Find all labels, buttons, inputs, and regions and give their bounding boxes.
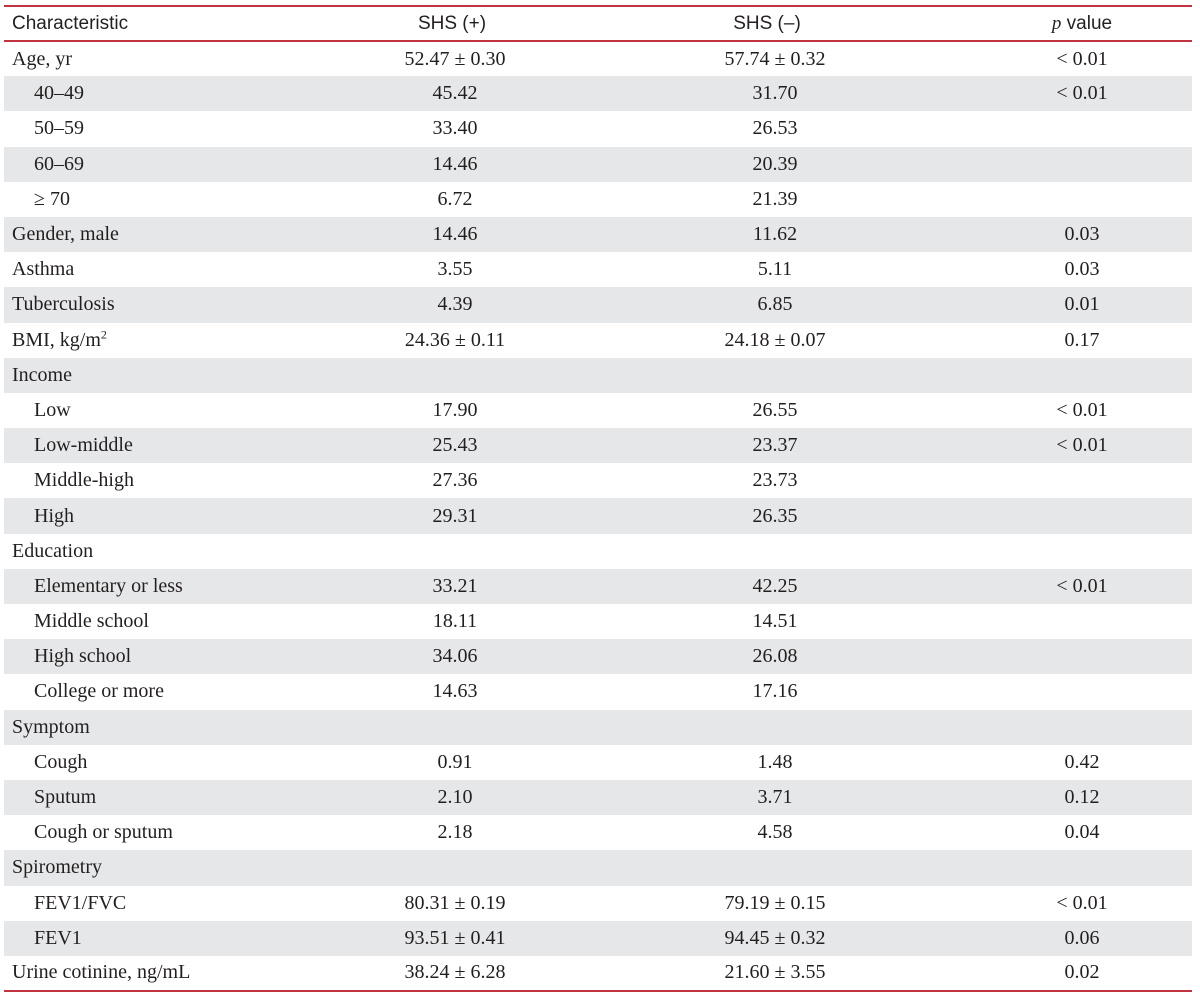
row-p-value: [932, 534, 1192, 569]
row-label: Asthma: [12, 258, 75, 281]
header-p-rest: value: [1061, 12, 1113, 34]
row-p-value: < 0.01: [1056, 82, 1108, 105]
row-characteristic: [4, 287, 302, 322]
row-shs-negative-value: 24.18 ± 0.07: [724, 328, 826, 351]
table-row: [4, 921, 1192, 956]
table-row: [4, 323, 1192, 358]
table-row: [4, 815, 1192, 850]
row-label: Low: [34, 398, 71, 421]
row-label: High: [34, 504, 74, 527]
row-characteristic: [4, 182, 302, 217]
row-shs-negative-value: 26.08: [752, 645, 798, 668]
row-shs-negative-value: 3.71: [757, 786, 793, 809]
row-label: FEV1: [34, 926, 82, 949]
row-shs-positive-value: 80.31 ± 0.19: [404, 891, 506, 914]
row-p-value: [932, 182, 1192, 217]
row-p-value: [932, 463, 1192, 498]
table-row: [4, 41, 1192, 76]
row-p-value: 0.02: [932, 956, 1192, 991]
row-label: Middle school: [34, 610, 149, 633]
row-shs-positive-value: 29.31: [432, 504, 478, 527]
table-row: [4, 111, 1192, 146]
table-row: [4, 463, 1192, 498]
row-p-value: < 0.01: [1056, 434, 1108, 457]
row-shs-negative-value: [602, 850, 932, 885]
row-label: Age, yr: [12, 47, 72, 70]
row-shs-negative-value: 6.85: [757, 293, 793, 316]
row-shs-negative-value: 23.73: [752, 469, 798, 492]
row-characteristic: [4, 569, 302, 604]
row-shs-positive-value: 6.72: [437, 187, 473, 210]
row-label: Low-middle: [34, 434, 133, 457]
row-p-value: 0.12: [1064, 786, 1100, 809]
row-p-value: 0.03: [1064, 258, 1100, 281]
row-p-value: < 0.01: [1056, 574, 1108, 597]
row-shs-positive-value: 34.06: [432, 645, 478, 668]
table-row: [4, 498, 1192, 533]
row-shs-negative-value: 21.60 ± 3.55: [602, 956, 932, 991]
row-characteristic: [4, 921, 302, 956]
row-shs-negative-value: 31.70: [752, 82, 798, 105]
row-p-value: < 0.01: [1056, 398, 1108, 421]
row-characteristic: [4, 428, 302, 463]
row-shs-negative-value: [602, 534, 932, 569]
row-shs-positive-value: 4.39: [437, 293, 473, 316]
row-characteristic: [4, 674, 302, 709]
table-row: [4, 569, 1192, 604]
row-shs-positive-value: [302, 534, 602, 569]
row-characteristic: [4, 76, 302, 111]
row-shs-positive-value: [302, 710, 602, 745]
row-characteristic: [4, 850, 302, 885]
table-row: [4, 639, 1192, 674]
row-shs-negative-value: 17.16: [752, 680, 798, 703]
row-p-value: [932, 498, 1192, 533]
table-row: [4, 428, 1192, 463]
row-shs-positive-value: 24.36 ± 0.11: [404, 328, 506, 351]
row-p-value: < 0.01: [1056, 891, 1108, 914]
row-characteristic: [4, 534, 302, 569]
row-label: College or more: [34, 680, 164, 703]
row-label: FEV1/FVC: [34, 891, 127, 914]
row-shs-negative-value: 4.58: [757, 821, 793, 844]
row-label: Spirometry: [12, 856, 102, 879]
table-body: [4, 41, 1192, 991]
row-shs-positive-value: 14.46: [432, 152, 478, 175]
row-shs-positive-value: [302, 850, 602, 885]
row-label: Education: [12, 539, 94, 562]
row-p-value: 0.03: [1064, 223, 1100, 246]
header-p-value: [932, 6, 1192, 41]
row-characteristic: [4, 463, 302, 498]
row-characteristic: [4, 498, 302, 533]
table-row: [4, 182, 1192, 217]
row-p-value: 0.01: [1064, 293, 1100, 316]
row-shs-negative-value: 14.51: [752, 610, 798, 633]
row-p-value: 0.42: [1064, 750, 1100, 773]
table-header: [4, 6, 1192, 41]
row-label: Cough: [34, 750, 88, 773]
row-p-value: [932, 710, 1192, 745]
row-characteristic: [4, 780, 302, 815]
row-label: 40–49: [34, 82, 84, 105]
row-shs-positive-value: 2.10: [437, 786, 473, 809]
row-p-value: [932, 147, 1192, 182]
row-label: Sputum: [34, 786, 97, 809]
row-shs-positive-value: [302, 358, 602, 393]
table-row: [4, 76, 1192, 111]
row-p-value: [932, 850, 1192, 885]
row-characteristic: [4, 604, 302, 639]
row-characteristic: [4, 111, 302, 146]
row-shs-negative-value: [602, 358, 932, 393]
row-shs-negative-value: 79.19 ± 0.15: [724, 891, 826, 914]
row-p-value: [932, 604, 1192, 639]
row-shs-positive-value: 27.36: [432, 469, 478, 492]
row-shs-positive-value: 93.51 ± 0.41: [404, 926, 506, 949]
row-shs-positive-value: 33.40: [432, 117, 478, 140]
row-label: Tuberculosis: [12, 293, 115, 316]
table-row: [4, 358, 1192, 393]
row-shs-positive-value: 14.63: [432, 680, 478, 703]
row-characteristic: [4, 252, 302, 287]
table-row: [4, 252, 1192, 287]
row-characteristic: [4, 147, 302, 182]
row-shs-negative-value: 20.39: [752, 152, 798, 175]
table-row: [4, 745, 1192, 780]
table-row: [4, 956, 1192, 991]
row-shs-negative-value: 94.45 ± 0.32: [724, 926, 826, 949]
table-row: [4, 534, 1192, 569]
row-label: Elementary or less: [34, 574, 183, 597]
row-label: 60–69: [34, 152, 84, 175]
row-p-value: 0.04: [1064, 821, 1100, 844]
row-characteristic: [4, 323, 302, 358]
row-shs-positive-value: 25.43: [432, 434, 478, 457]
row-shs-negative-value: 23.37: [752, 434, 798, 457]
table-row: [4, 147, 1192, 182]
row-characteristic: [4, 358, 302, 393]
row-label: Urine cotinine, ng/mL: [12, 961, 191, 984]
table-row: [4, 604, 1192, 639]
row-shs-positive-value: 52.47 ± 0.30: [404, 47, 506, 70]
row-shs-negative-value: 11.62: [752, 223, 798, 246]
row-shs-positive-value: 3.55: [437, 258, 473, 281]
row-label: BMI, kg/m: [12, 328, 101, 351]
table-row: [4, 287, 1192, 322]
row-p-value: 0.17: [1064, 328, 1100, 351]
row-shs-positive-value: 18.11: [432, 610, 478, 633]
row-shs-negative-value: 26.53: [752, 117, 798, 140]
row-shs-negative-value: 21.39: [752, 187, 798, 210]
row-p-value: [932, 674, 1192, 709]
table-row: [4, 674, 1192, 709]
characteristics-table: [4, 5, 1192, 992]
row-shs-negative-value: 26.35: [752, 504, 798, 527]
row-characteristic: [4, 393, 302, 428]
header-p-letter: p: [1051, 12, 1062, 34]
row-label: High school: [34, 645, 132, 668]
row-label: Middle-high: [34, 469, 134, 492]
header-characteristic: Characteristic: [4, 6, 302, 41]
row-label: Cough or sputum: [34, 821, 173, 844]
table-row: [4, 217, 1192, 252]
table-row: [4, 886, 1192, 921]
header-shs-negative: SHS (–): [602, 6, 932, 41]
row-label: ≥ 70: [34, 187, 70, 210]
row-characteristic: [4, 639, 302, 674]
row-shs-positive-value: 2.18: [437, 821, 473, 844]
row-characteristic: [4, 745, 302, 780]
row-label: Gender, male: [12, 223, 119, 246]
row-p-value: [932, 111, 1192, 146]
row-shs-positive-value: 33.21: [432, 574, 478, 597]
table-row: [4, 780, 1192, 815]
row-shs-positive-value: 38.24 ± 6.28: [302, 956, 602, 991]
row-shs-positive-value: 14.46: [432, 223, 478, 246]
row-label: Symptom: [12, 715, 90, 738]
row-shs-negative-value: 1.48: [757, 750, 793, 773]
row-p-value: < 0.01: [1056, 47, 1108, 70]
row-characteristic: [4, 710, 302, 745]
row-shs-positive-value: 0.91: [437, 750, 473, 773]
row-p-value: [932, 639, 1192, 674]
row-shs-negative-value: 26.55: [752, 398, 798, 421]
table-row: [4, 710, 1192, 745]
row-characteristic: [4, 886, 302, 921]
row-shs-negative-value: 5.11: [757, 258, 793, 281]
table-row: [4, 393, 1192, 428]
row-shs-positive-value: 45.42: [432, 82, 478, 105]
row-characteristic: [4, 956, 302, 991]
header-row: [4, 6, 1192, 41]
row-label-superscript: 2: [100, 326, 107, 341]
row-characteristic: [4, 217, 302, 252]
row-characteristic: [4, 41, 302, 76]
row-shs-negative-value: 42.25: [752, 574, 798, 597]
row-shs-negative-value: 57.74 ± 0.32: [724, 47, 826, 70]
table-row: [4, 850, 1192, 885]
row-label: Income: [12, 363, 72, 386]
row-characteristic: [4, 815, 302, 850]
row-p-value: 0.06: [1064, 926, 1100, 949]
header-shs-positive: SHS (+): [302, 6, 602, 41]
row-p-value: [932, 358, 1192, 393]
row-shs-negative-value: [602, 710, 932, 745]
characteristics-table-container: [4, 5, 1192, 992]
row-shs-positive-value: 17.90: [432, 398, 478, 421]
row-label: 50–59: [34, 117, 84, 140]
